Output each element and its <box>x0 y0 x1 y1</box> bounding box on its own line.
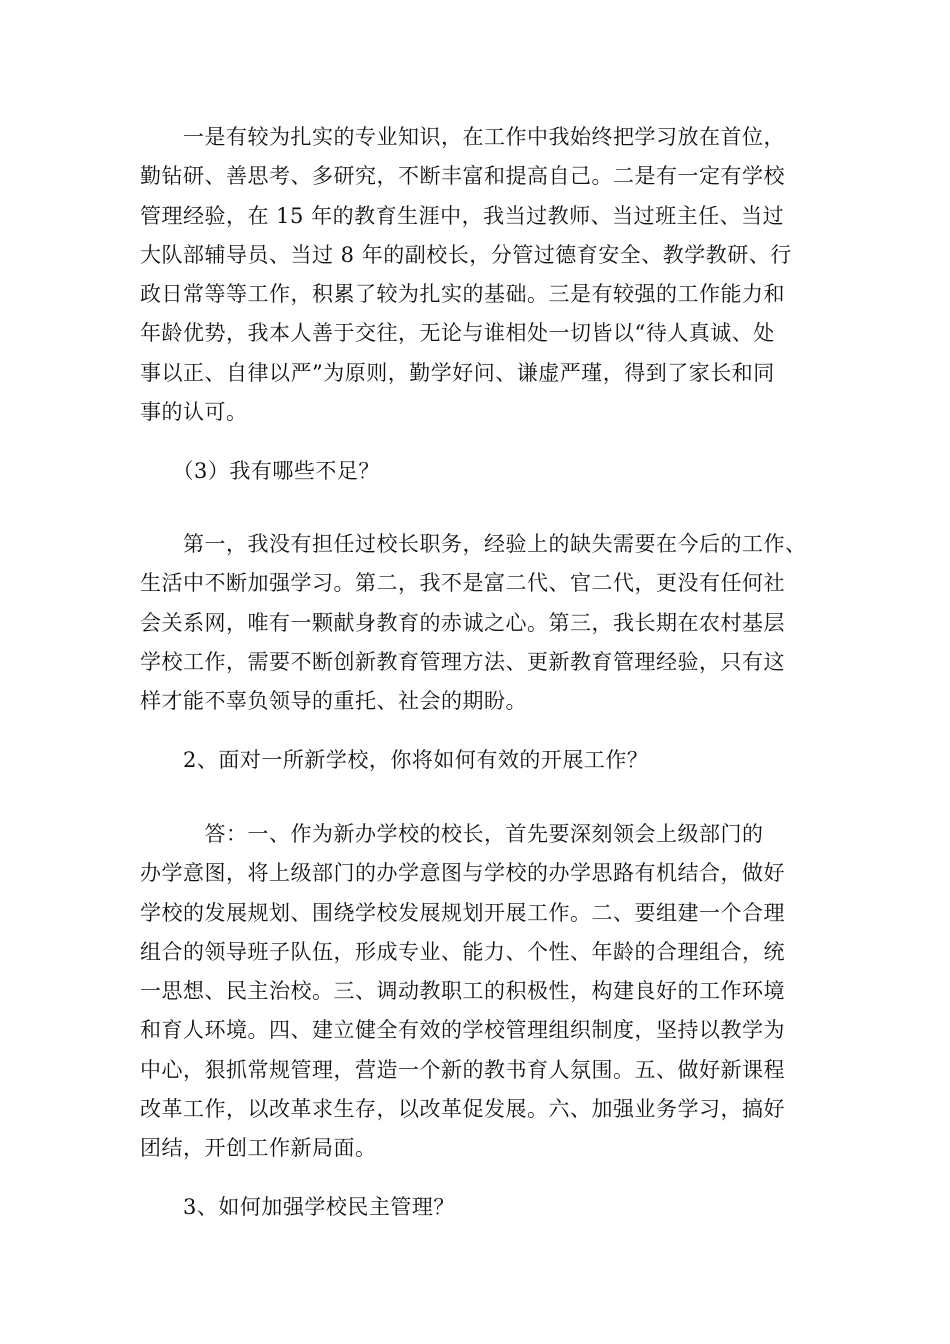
text-line: 大队部辅导员、当过 8 年的副校长，分管过德育安全、教学教研、行 <box>140 242 792 267</box>
text-line: 生活中不断加强学习。第二，我不是富二代、官二代，更没有任何社 <box>140 571 785 596</box>
text-line: 政日常等等工作，积累了较为扎实的基础。三是有较强的工作能力和 <box>140 282 785 307</box>
heading-text: （3）我有哪些不足？ <box>140 459 380 483</box>
answer-2-paragraph <box>140 815 812 1169</box>
section-heading-shortcomings <box>140 452 812 491</box>
question-text: 3、如何加强学校民主管理？ <box>140 1195 455 1219</box>
question-text: 2、面对一所新学校，你将如何有效的开展工作？ <box>140 748 649 772</box>
text-line: 团结，开创工作新局面。 <box>140 1136 377 1161</box>
text-line: 和育人环境。四、建立健全有效的学校管理组织制度，坚持以教学为 <box>140 1018 785 1043</box>
text-line: 办学意图，将上级部门的办学意图与学校的办学思路有机结合，做好 <box>140 861 785 886</box>
text-line: 答：一、作为新办学校的校长，首先要深刻领会上级部门的 <box>140 822 764 846</box>
text-line: 一思想、民主治校。三、调动教职工的积极性，构建良好的工作环境 <box>140 979 785 1004</box>
question-2-heading <box>140 741 812 780</box>
text-line: 事以正、自律以严”为原则，勤学好问、谦虚严瑾，得到了家长和同 <box>140 360 775 385</box>
text-line: 年龄优势，我本人善于交往，无论与谁相处一切皆以“待人真诚、处 <box>140 321 775 346</box>
question-3-heading <box>140 1188 812 1227</box>
text-line: 勤钻研、善思考、多研究，不断丰富和提高自己。二是有一定有学校 <box>140 164 785 189</box>
paragraph-shortcomings <box>140 525 812 721</box>
text-line: 学校工作，需要不断创新教育管理方法、更新教育管理经验，只有这 <box>140 649 785 674</box>
text-line: 管理经验，在 15 年的教育生涯中，我当过教师、当过班主任、当过 <box>140 203 785 228</box>
text-line: 会关系网，唯有一颗献身教育的赤诚之心。第三，我长期在农村基层 <box>140 610 785 635</box>
text-line: 事的认可。 <box>140 400 248 425</box>
text-line: 一是有较为扎实的专业知识，在工作中我始终把学习放在首位， <box>140 125 785 149</box>
text-line: 中心，狠抓常规管理，营造一个新的教书育人氛围。五、做好新课程 <box>140 1057 785 1082</box>
text-line: 样才能不辜负领导的重托、社会的期盼。 <box>140 689 527 714</box>
text-line: 组合的领导班子队伍，形成专业、能力、个性、年龄的合理组合，统 <box>140 939 785 964</box>
text-line: 第一，我没有担任过校长职务，经验上的缺失需要在今后的工作、 <box>140 532 807 556</box>
text-line: 学校的发展规划、围绕学校发展规划开展工作。二、要组建一个合理 <box>140 900 785 925</box>
text-line: 改革工作，以改革求生存，以改革促发展。六、加强业务学习，搞好 <box>140 1097 785 1122</box>
paragraph-strengths <box>140 118 812 432</box>
